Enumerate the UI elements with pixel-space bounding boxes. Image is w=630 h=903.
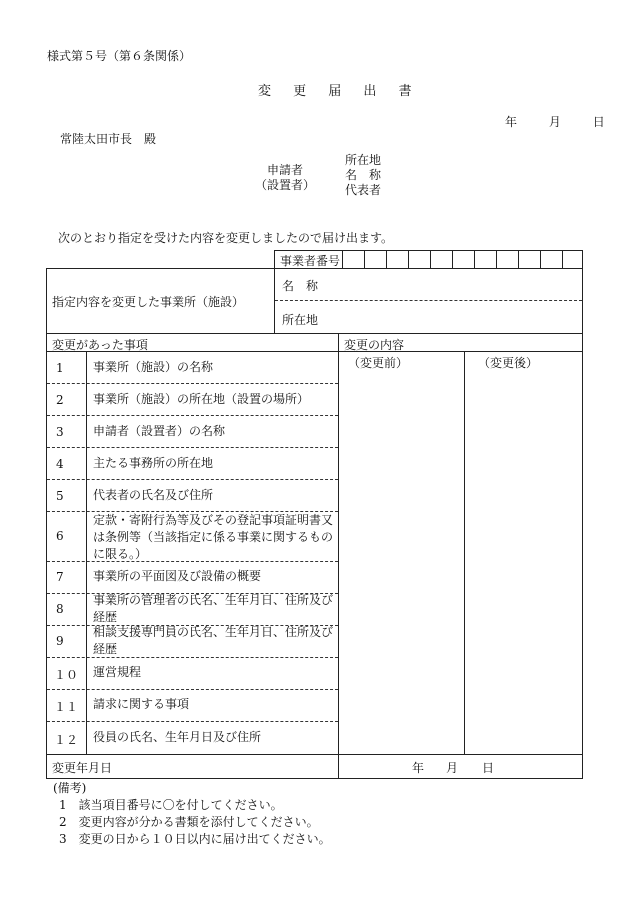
table-line: [430, 250, 431, 268]
item-number: 9: [56, 634, 64, 648]
item-label: 主たる事務所の所在地: [93, 456, 214, 470]
facility-location-label: 所在地: [282, 313, 319, 327]
table-line: [408, 250, 409, 268]
table-line: [274, 250, 275, 334]
applicant-representative-label: 代表者: [345, 183, 382, 197]
item-number: 6: [56, 529, 64, 543]
changed-items-header: 変更があった事項: [52, 338, 148, 352]
item-label: 役員の氏名、生年月日及び住所: [93, 730, 262, 744]
table-line: [47, 721, 338, 722]
before-change-label: （変更前）: [348, 356, 409, 370]
business-number-label: 事業者番号: [280, 254, 341, 268]
submission-date: [505, 113, 630, 130]
table-line: [86, 351, 87, 755]
table-line: [386, 250, 387, 268]
year-label: 年: [505, 115, 518, 129]
item-label: 相談支援専門員の氏名、生年月日、住所及び経歴: [93, 625, 334, 656]
item-number: 4: [56, 457, 64, 471]
notes-heading: (備考): [53, 781, 87, 795]
item-number: 2: [56, 393, 64, 407]
table-line: [47, 447, 338, 448]
table-line: [47, 689, 338, 690]
table-line: [496, 250, 497, 268]
item-number: 1: [56, 361, 64, 375]
applicant-label-line1: 申請者: [267, 163, 304, 177]
intro-text: 次のとおり指定を受けた内容を変更しましたので届け出ます。: [58, 231, 394, 245]
item-number: １０: [54, 668, 79, 682]
table-line: [46, 754, 583, 755]
table-line: [582, 250, 583, 779]
notes: [53, 780, 331, 848]
note-line: 3 変更の日から１０日以内に届け出てください。: [59, 832, 331, 846]
table-line: [464, 351, 465, 755]
note-line: 2 変更内容が分かる書類を添付してください。: [59, 815, 319, 829]
facility-label: 指定内容を変更した事業所（施設）: [52, 295, 245, 309]
applicant-name-label: 名 称: [345, 168, 382, 182]
day-label: 日: [592, 115, 605, 129]
change-date-month: 月: [446, 761, 459, 775]
table-line: [364, 250, 365, 268]
item-label: 代表者の氏名及び住所: [93, 488, 214, 502]
item-label: 事業所の管理者の氏名、生年月日、住所及び経歴: [93, 593, 334, 624]
table-line: [338, 333, 339, 779]
facility-name-label: 名 称: [282, 279, 319, 293]
item-label: 請求に関する事項: [93, 697, 190, 711]
table-line: [342, 250, 343, 268]
item-label: 定款・寄附行為等及びその登記事項証明書又は条例等（当該指定に係る事業に関するものに限る。）: [93, 513, 334, 561]
applicant-fields: [345, 153, 381, 198]
form-number: 様式第５号（第６条関係）: [47, 49, 192, 63]
table-line: [275, 300, 582, 301]
table-line: [46, 778, 583, 779]
applicant-label: [255, 163, 315, 193]
note-line: 1 該当項目番号に〇を付してください。: [59, 798, 283, 812]
table-line: [540, 250, 541, 268]
month-label: 月: [548, 115, 561, 129]
document-title: 変 更 届 出 書: [258, 84, 421, 99]
after-change-label: （変更後）: [478, 356, 539, 370]
item-label: 事業所（施設）の所在地（設置の場所）: [93, 392, 310, 406]
change-contents-header: 変更の内容: [344, 338, 405, 352]
addressee: 常陸太田市長 殿: [60, 132, 157, 146]
change-date-label: 変更年月日: [52, 761, 113, 775]
table-line: [562, 250, 563, 268]
table-line: [452, 250, 453, 268]
item-number: １１: [54, 700, 79, 714]
item-label: 申請者（設置者）の名称: [93, 424, 226, 438]
change-date-year: 年: [412, 761, 425, 775]
table-line: [274, 250, 583, 251]
item-number: 3: [56, 425, 64, 439]
item-number: 7: [56, 570, 64, 584]
table-line: [47, 415, 338, 416]
applicant-location-label: 所在地: [345, 153, 382, 167]
change-notification-table: [46, 250, 583, 779]
item-label: 運営規程: [93, 665, 142, 679]
item-label: 事業所（施設）の名称: [93, 360, 214, 374]
table-line: [46, 333, 583, 334]
item-number: 5: [56, 489, 64, 503]
applicant-label-line2: （設置者）: [255, 178, 316, 192]
table-line: [474, 250, 475, 268]
table-line: [518, 250, 519, 268]
change-date-day: 日: [482, 761, 495, 775]
item-label: 事業所の平面図及び設備の概要: [93, 569, 262, 583]
item-number: １２: [54, 733, 79, 747]
item-number: 8: [56, 602, 64, 616]
table-line: [47, 383, 338, 384]
table-line: [46, 268, 47, 779]
table-line: [47, 479, 338, 480]
